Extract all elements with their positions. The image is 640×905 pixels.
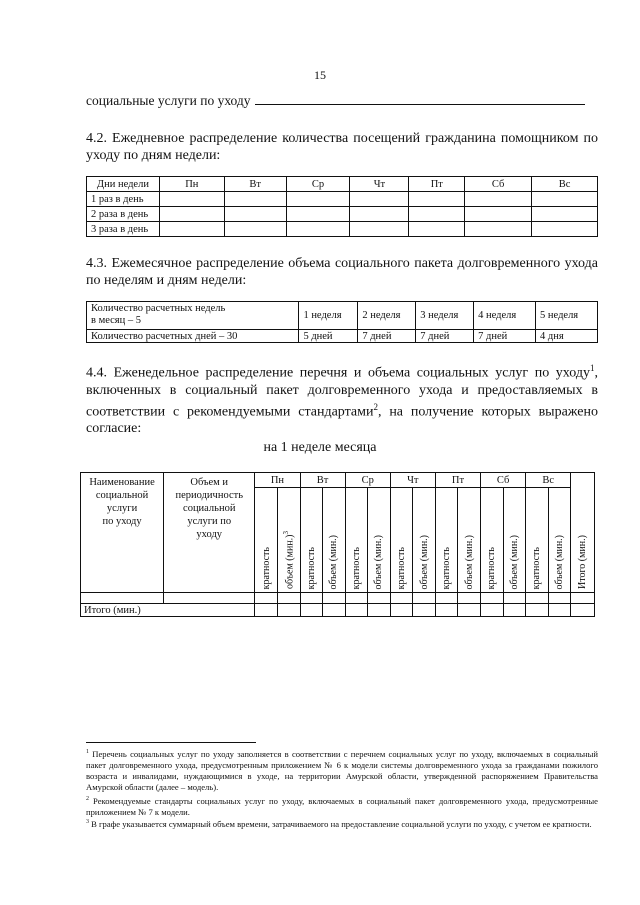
empty-cell[interactable] bbox=[300, 593, 323, 604]
frequency-label: кратность bbox=[260, 546, 272, 589]
day-header: Ср bbox=[345, 473, 390, 488]
header-line: Наименование bbox=[89, 477, 155, 488]
empty-cell[interactable] bbox=[350, 207, 409, 222]
services-line bbox=[86, 92, 585, 109]
footnote-text: Перечень социальных услуг по уходу заполняется в соответствии с перечнем социальных услуг по уходу, включаемых в социальный пакет долговременного ухода, предусмотренным приложением № 6 к модели системы долговременного ухода за гражданами пожилого возраста и инвалидами, нуждающимися в уходе, на территории Амурской области, утвержденной распоряжением Правительства Амурской области (далее – модель). bbox=[86, 748, 598, 792]
empty-cell[interactable] bbox=[532, 207, 598, 222]
empty-cell[interactable] bbox=[571, 604, 595, 617]
total-label: Итого (мин.) bbox=[577, 534, 589, 589]
table-header-row bbox=[81, 473, 595, 488]
fill-in-line bbox=[255, 92, 585, 105]
footnote-3 bbox=[86, 817, 598, 830]
header-line: по уходу bbox=[102, 516, 142, 527]
days-cell: 7 дней bbox=[358, 330, 416, 343]
subheader-cell bbox=[458, 488, 481, 593]
monthly-distribution-table bbox=[86, 301, 598, 343]
header-line: социальной bbox=[95, 490, 149, 501]
empty-cell[interactable] bbox=[345, 604, 368, 617]
empty-cell[interactable] bbox=[350, 192, 409, 207]
subheader-cell bbox=[548, 488, 571, 593]
subheader-cell bbox=[300, 488, 323, 593]
weeks-label-b: в месяц – 5 bbox=[91, 315, 142, 326]
header-cell: Ср bbox=[286, 177, 350, 192]
table-row bbox=[81, 593, 595, 604]
subheader-cell bbox=[526, 488, 549, 593]
service-name-header bbox=[81, 473, 164, 593]
table-row bbox=[87, 207, 598, 222]
table-row bbox=[87, 192, 598, 207]
frequency-label: кратность bbox=[486, 546, 498, 589]
empty-cell[interactable] bbox=[323, 593, 346, 604]
week-cell: 1 неделя bbox=[299, 302, 358, 330]
footnote-number: 3 bbox=[86, 819, 89, 825]
services-label: социальные услуги по уходу bbox=[86, 93, 251, 108]
days-cell: 7 дней bbox=[474, 330, 536, 343]
section-4-4-heading bbox=[86, 360, 598, 437]
volume-label: объем (мин.) bbox=[418, 534, 430, 589]
footnote-ref-3[interactable]: 3 bbox=[282, 531, 291, 535]
header-cell: Вт bbox=[224, 177, 286, 192]
frequency-label: кратность bbox=[531, 546, 543, 589]
subheader-cell bbox=[255, 488, 278, 593]
empty-cell[interactable] bbox=[532, 192, 598, 207]
empty-cell[interactable] bbox=[277, 604, 300, 617]
daily-visits-table bbox=[86, 176, 598, 237]
subheader-cell bbox=[435, 488, 458, 593]
heading-text: , на получение которых выражено согласие: bbox=[86, 404, 598, 437]
footnote-1 bbox=[86, 747, 598, 793]
subheader-cell bbox=[345, 488, 368, 593]
empty-cell[interactable] bbox=[224, 222, 286, 237]
empty-cell[interactable] bbox=[390, 604, 413, 617]
header-line: уходу bbox=[196, 529, 223, 540]
days-cell: 7 дней bbox=[416, 330, 474, 343]
days-cell: 5 дней bbox=[299, 330, 358, 343]
empty-cell[interactable] bbox=[409, 207, 465, 222]
empty-cell[interactable] bbox=[465, 192, 532, 207]
subheader-cell bbox=[413, 488, 436, 593]
frequency-label: кратность bbox=[441, 546, 453, 589]
header-line: услуги bbox=[106, 503, 138, 514]
footnote-ref-2[interactable]: 2 bbox=[373, 401, 378, 412]
empty-cell[interactable] bbox=[481, 604, 504, 617]
footnote-ref-1[interactable]: 1 bbox=[590, 363, 595, 373]
empty-cell[interactable] bbox=[409, 222, 465, 237]
empty-cell[interactable] bbox=[224, 207, 286, 222]
header-line: периодичность bbox=[175, 490, 243, 501]
empty-cell[interactable] bbox=[532, 222, 598, 237]
empty-cell[interactable] bbox=[368, 604, 391, 617]
empty-cell[interactable] bbox=[255, 604, 278, 617]
empty-cell[interactable] bbox=[413, 604, 436, 617]
empty-cell[interactable] bbox=[164, 593, 255, 604]
subheader-cell bbox=[481, 488, 504, 593]
empty-cell[interactable] bbox=[159, 192, 224, 207]
weeks-label-cell bbox=[87, 302, 299, 330]
total-column-header bbox=[571, 473, 595, 593]
header-cell: Чт bbox=[350, 177, 409, 192]
header-cell: Пт bbox=[409, 177, 465, 192]
empty-cell[interactable] bbox=[503, 604, 526, 617]
empty-cell[interactable] bbox=[548, 593, 571, 604]
volume-header bbox=[164, 473, 255, 593]
empty-cell[interactable] bbox=[255, 593, 278, 604]
table-row bbox=[87, 222, 598, 237]
day-header: Вт bbox=[300, 473, 345, 488]
header-line: услуги по bbox=[187, 516, 232, 527]
footnote-text: В графе указывается суммарный объем времени, затрачиваемого на предоставление социальной услуги по уходу, с учетом ее кратности. bbox=[91, 818, 592, 829]
empty-cell[interactable] bbox=[323, 604, 346, 617]
empty-cell[interactable] bbox=[286, 192, 350, 207]
day-header: Вс bbox=[526, 473, 571, 488]
empty-cell[interactable] bbox=[286, 222, 350, 237]
empty-cell[interactable] bbox=[345, 593, 368, 604]
row-label: 1 раз в день bbox=[87, 192, 160, 207]
empty-cell[interactable] bbox=[503, 593, 526, 604]
header-cell: Сб bbox=[465, 177, 532, 192]
footnote-separator bbox=[86, 742, 256, 743]
empty-cell[interactable] bbox=[526, 593, 549, 604]
table-row bbox=[87, 330, 598, 343]
empty-cell[interactable] bbox=[571, 593, 595, 604]
section-4-2-heading: 4.2. Ежедневное распределение количества посещений гражданина помощником по уходу по дням недели: bbox=[86, 131, 598, 163]
day-header: Сб bbox=[481, 473, 526, 488]
empty-cell[interactable] bbox=[277, 593, 300, 604]
empty-cell[interactable] bbox=[224, 192, 286, 207]
empty-cell[interactable] bbox=[300, 604, 323, 617]
days-cell: 4 дня bbox=[536, 330, 598, 343]
empty-cell[interactable] bbox=[390, 593, 413, 604]
footnote-number: 1 bbox=[86, 749, 89, 755]
subheader-cell bbox=[368, 488, 391, 593]
footnote-text: Рекомендуемые стандарты социальных услуг по уходу, включаемых в социальный пакет долговременного ухода, предусмотренные приложением № 7 к модели. bbox=[86, 795, 598, 817]
empty-cell[interactable] bbox=[413, 593, 436, 604]
empty-cell[interactable] bbox=[481, 593, 504, 604]
volume-label: объем (мин.) bbox=[373, 534, 385, 589]
table-header-row bbox=[87, 177, 598, 192]
total-row bbox=[81, 604, 595, 617]
week-cell: 3 неделя bbox=[416, 302, 474, 330]
subheader-cell bbox=[390, 488, 413, 593]
week-cell: 5 неделя bbox=[536, 302, 598, 330]
row-label: 2 раза в день bbox=[87, 207, 160, 222]
header-cell: Дни недели bbox=[87, 177, 160, 192]
empty-cell[interactable] bbox=[409, 192, 465, 207]
empty-cell[interactable] bbox=[368, 593, 391, 604]
week-cell: 2 неделя bbox=[358, 302, 416, 330]
header-cell: Вс bbox=[532, 177, 598, 192]
empty-cell[interactable] bbox=[458, 604, 481, 617]
weekly-services-table bbox=[80, 472, 595, 617]
header-cell: Пн bbox=[159, 177, 224, 192]
frequency-label: кратность bbox=[350, 546, 362, 589]
empty-cell[interactable] bbox=[548, 604, 571, 617]
heading-text: , включенных в социальный пакет долговременного ухода и предоставляемых в соответствии с рекомендуемыми стандартами bbox=[86, 365, 598, 420]
frequency-label: кратность bbox=[396, 546, 408, 589]
table-row bbox=[87, 302, 598, 330]
week-subtitle: на 1 неделе месяца bbox=[263, 440, 377, 455]
empty-cell[interactable] bbox=[526, 604, 549, 617]
total-row-label: Итого (мин.) bbox=[81, 604, 255, 617]
empty-cell[interactable] bbox=[159, 207, 224, 222]
subheader-cell bbox=[323, 488, 346, 593]
empty-cell[interactable] bbox=[286, 207, 350, 222]
heading-text: 4.4. Еженедельное распределение перечня и объема социальных услуг по уходу bbox=[86, 365, 590, 381]
day-header: Пт bbox=[435, 473, 480, 488]
empty-cell[interactable] bbox=[81, 593, 164, 604]
footnote-2 bbox=[86, 794, 598, 818]
days-label-cell: Количество расчетных дней – 30 bbox=[87, 330, 299, 343]
empty-cell[interactable] bbox=[350, 222, 409, 237]
volume-label: объем (мин.) bbox=[284, 534, 296, 589]
row-label: 3 раза в день bbox=[87, 222, 160, 237]
empty-cell[interactable] bbox=[435, 604, 458, 617]
empty-cell[interactable] bbox=[435, 593, 458, 604]
empty-cell[interactable] bbox=[458, 593, 481, 604]
volume-label: объем (мин.) bbox=[553, 534, 565, 589]
day-header: Пн bbox=[255, 473, 300, 488]
section-4-3-heading: 4.3. Ежемесячное распределение объема социального пакета долговременного ухода по неделям и дням недели: bbox=[86, 256, 598, 288]
footnote-number: 2 bbox=[86, 796, 89, 802]
volume-label: объем (мин.) bbox=[508, 534, 520, 589]
weeks-label-a: Количество расчетных недель bbox=[91, 303, 226, 314]
page-number: 15 bbox=[314, 68, 326, 82]
header-line: социальной bbox=[183, 503, 236, 514]
empty-cell[interactable] bbox=[465, 207, 532, 222]
week-cell: 4 неделя bbox=[474, 302, 536, 330]
header-line: Объем и bbox=[190, 477, 229, 488]
frequency-label: кратность bbox=[305, 546, 317, 589]
volume-label: объем (мин.) bbox=[463, 534, 475, 589]
empty-cell[interactable] bbox=[465, 222, 532, 237]
volume-label: объем (мин.) bbox=[328, 534, 340, 589]
subheader-cell bbox=[503, 488, 526, 593]
day-header: Чт bbox=[390, 473, 435, 488]
empty-cell[interactable] bbox=[159, 222, 224, 237]
subheader-cell bbox=[277, 488, 300, 593]
